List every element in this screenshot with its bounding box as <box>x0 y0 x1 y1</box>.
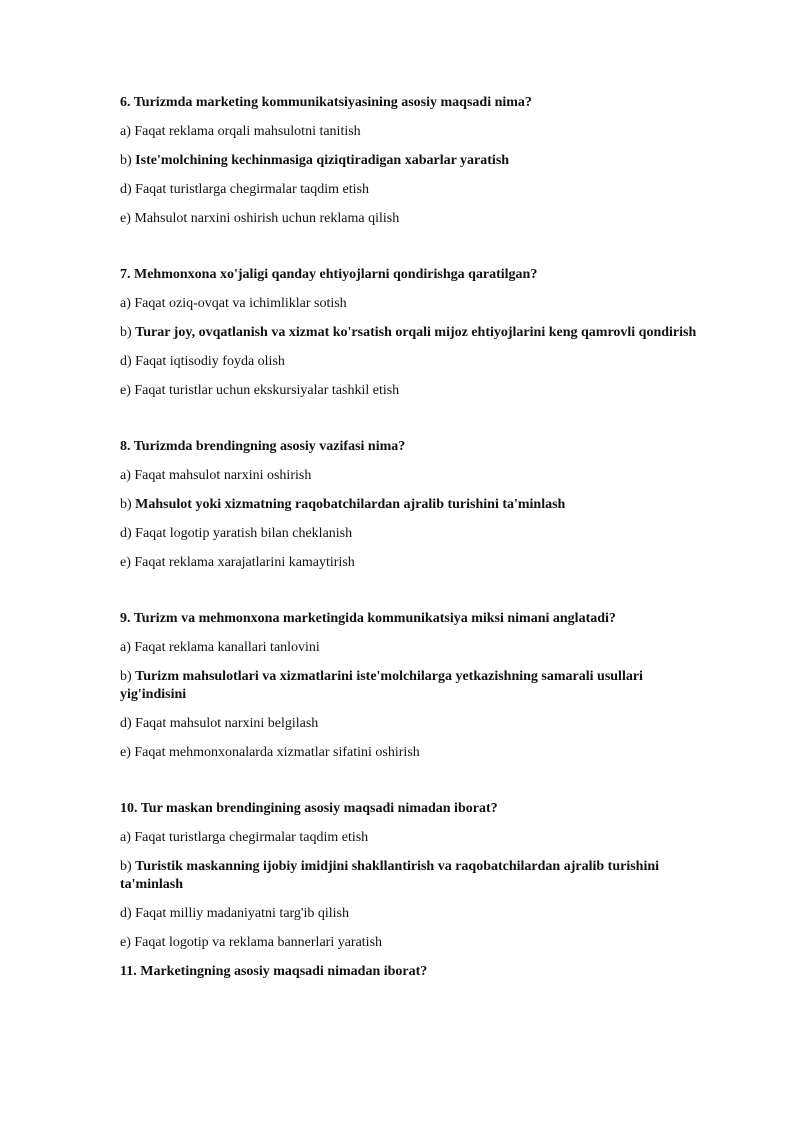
option-a <box>120 123 700 141</box>
option-text: Faqat reklama xarajatlarini kamaytirish <box>134 555 355 570</box>
option-letter: b) <box>120 325 132 340</box>
option-text: Faqat milliy madaniyatni targ'ib qilish <box>135 906 349 921</box>
question-title: 7. Mehmonxona xo'jaligi qanday ehtiyojlarni qondirishga qaratilgan? <box>120 267 538 282</box>
option-a <box>120 639 700 657</box>
option-text: Faqat mahsulot narxini oshirish <box>134 468 312 483</box>
option-text: Faqat mehmonxonalarda xizmatlar sifatini oshirish <box>134 745 420 760</box>
option-letter: a) <box>120 830 131 845</box>
option-a <box>120 295 700 313</box>
option-letter: d) <box>120 354 132 369</box>
option-e <box>120 210 700 228</box>
option-b-correct <box>120 858 700 894</box>
option-letter: e) <box>120 555 131 570</box>
option-b-correct <box>120 668 700 704</box>
option-letter: d) <box>120 906 132 921</box>
option-text: Faqat turistlarga chegirmalar taqdim etish <box>135 182 369 197</box>
question-title: 11. Marketingning asosiy maqsadi nimadan iborat? <box>120 964 428 979</box>
option-e <box>120 934 700 952</box>
option-e <box>120 382 700 400</box>
option-d <box>120 181 700 199</box>
option-b-correct <box>120 496 700 514</box>
question-9 <box>120 610 700 762</box>
option-letter: a) <box>120 124 131 139</box>
option-letter: d) <box>120 716 132 731</box>
question-10 <box>120 800 700 952</box>
option-e <box>120 744 700 762</box>
option-a <box>120 467 700 485</box>
option-e <box>120 554 700 572</box>
option-text: Faqat turistlar uchun ekskursiyalar tashkil etish <box>134 383 400 398</box>
option-letter: b) <box>120 153 132 168</box>
option-letter: e) <box>120 745 131 760</box>
question-11 <box>120 963 700 981</box>
option-d <box>120 353 700 371</box>
option-text: Faqat oziq-ovqat va ichimliklar sotish <box>134 296 347 311</box>
option-letter: a) <box>120 640 131 655</box>
question-6 <box>120 94 700 228</box>
option-text: Turar joy, ovqatlanish va xizmat ko'rsatish orqali mijoz ehtiyojlarini keng qamrovli qondirish <box>135 325 697 340</box>
question-8 <box>120 438 700 572</box>
option-letter: b) <box>120 497 132 512</box>
question-title: 8. Turizmda brendingning asosiy vazifasi nima? <box>120 439 406 454</box>
option-b-correct <box>120 152 700 170</box>
option-text: Mahsulot narxini oshirish uchun reklama qilish <box>134 211 400 226</box>
option-text: Faqat logotip va reklama bannerlari yaratish <box>134 935 383 950</box>
option-d <box>120 905 700 923</box>
option-letter: d) <box>120 182 132 197</box>
option-letter: e) <box>120 935 131 950</box>
question-title: 10. Tur maskan brendingining asosiy maqsadi nimadan iborat? <box>120 801 498 816</box>
document-page <box>120 94 700 992</box>
option-letter: e) <box>120 211 131 226</box>
question-title: 9. Turizm va mehmonxona marketingida kommunikatsiya miksi nimani anglatadi? <box>120 611 616 626</box>
question-7 <box>120 266 700 400</box>
option-text: Turistik maskanning ijobiy imidjini shakllantirish va raqobatchilardan ajralib turishini ta'minlash <box>120 859 660 892</box>
option-text: Faqat reklama orqali mahsulotni tanitish <box>134 124 361 139</box>
option-letter: b) <box>120 859 132 874</box>
option-text: Iste'molchining kechinmasiga qiziqtiradigan xabarlar yaratish <box>135 153 510 168</box>
question-title: 6. Turizmda marketing kommunikatsiyasining asosiy maqsadi nima? <box>120 95 532 110</box>
option-text: Faqat logotip yaratish bilan cheklanish <box>135 526 353 541</box>
option-text: Faqat reklama kanallari tanlovini <box>134 640 320 655</box>
option-b-correct <box>120 324 700 342</box>
option-text: Faqat iqtisodiy foyda olish <box>135 354 285 369</box>
option-letter: e) <box>120 383 131 398</box>
option-letter: d) <box>120 526 132 541</box>
option-text: Faqat turistlarga chegirmalar taqdim etish <box>134 830 369 845</box>
option-d <box>120 525 700 543</box>
option-letter: b) <box>120 669 132 684</box>
option-a <box>120 829 700 847</box>
option-d <box>120 715 700 733</box>
option-letter: a) <box>120 468 131 483</box>
option-text: Mahsulot yoki xizmatning raqobatchilardan ajralib turishini ta'minlash <box>135 497 566 512</box>
option-letter: a) <box>120 296 131 311</box>
option-text: Faqat mahsulot narxini belgilash <box>135 716 319 731</box>
option-text: Turizm mahsulotlari va xizmatlarini iste'molchilarga yetkazishning samarali usullari yig'indisini <box>120 669 643 702</box>
